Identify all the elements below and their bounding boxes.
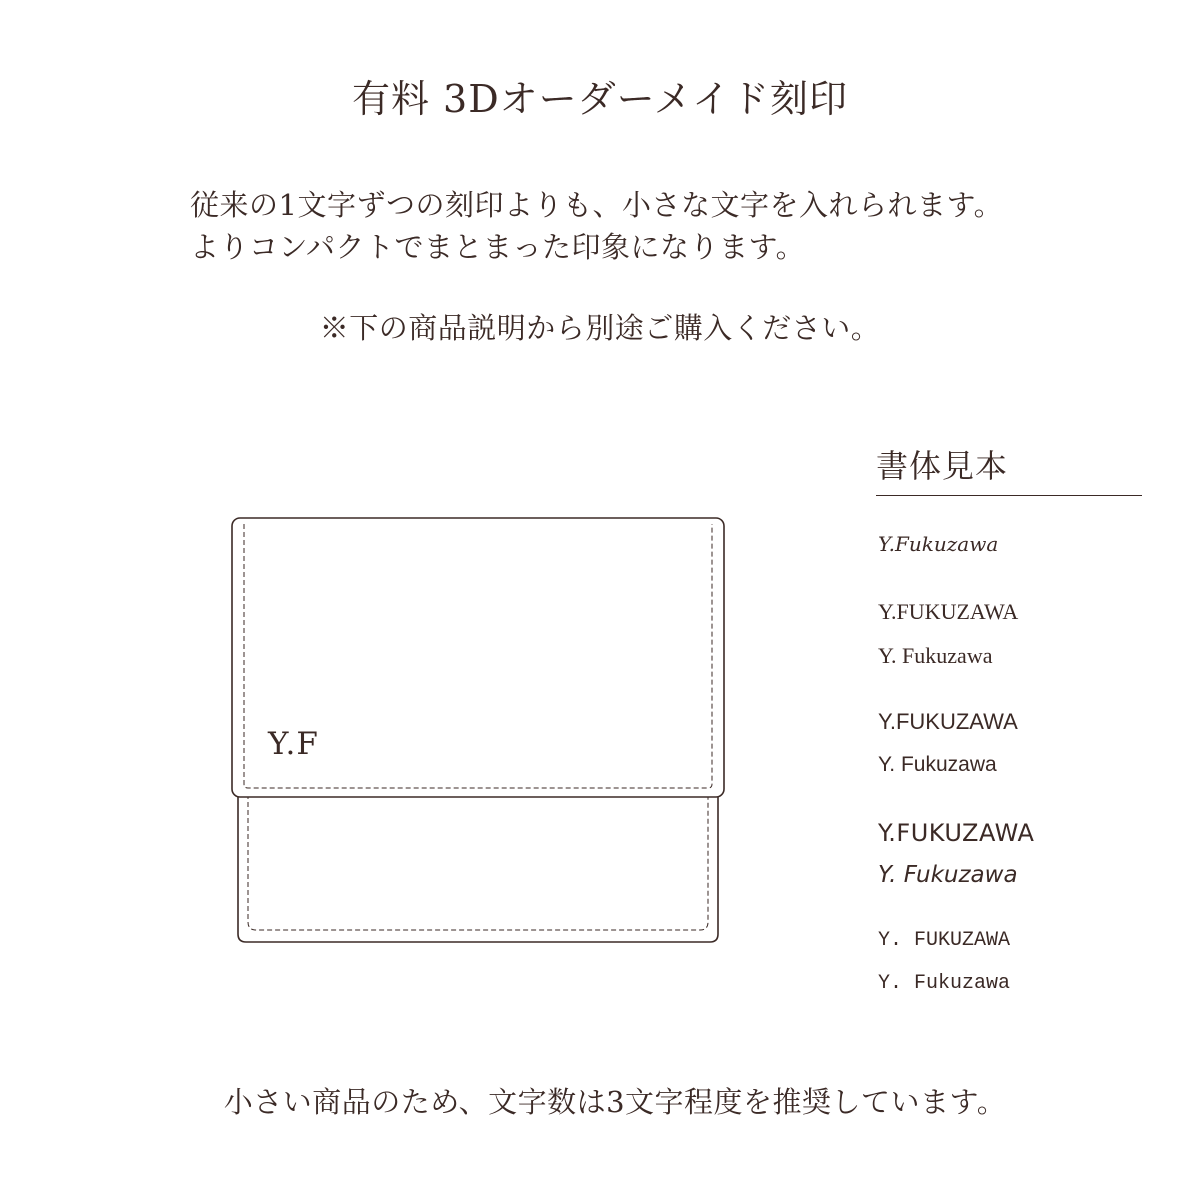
description <box>190 184 1150 268</box>
font-samples-divider <box>876 495 1142 496</box>
sample-serif-upper: Y.FUKUZAWA <box>878 599 1019 624</box>
sample-script: Y.Fukuzawa <box>878 532 999 556</box>
sample-hand-upper: Y.FUKUZAWA <box>878 819 1035 847</box>
sample-sans-mixed: Y. Fukuzawa <box>878 753 997 776</box>
sample-mono-mixed: Y. Fukuzawa <box>878 972 1011 995</box>
page-title: 有料 3Dオーダーメイド刻印 <box>351 77 849 121</box>
sample-mono-upper: Y. FUKUZAWA <box>878 929 1011 952</box>
recommendation-note: 小さい商品のため、文字数は3文字程度を推奨しています。 <box>223 1085 1007 1119</box>
sample-hand-mixed: Y. Fukuzawa <box>878 862 1018 888</box>
wallet-illustration <box>230 516 726 946</box>
font-samples-panel <box>876 444 1142 995</box>
description-line-1: 従来の1文字ずつの刻印よりも、小さな文字を入れられます。 <box>190 188 1004 222</box>
purchase-note: ※下の商品説明から別途ご購入ください。 <box>319 311 881 345</box>
description-line-2: よりコンパクトでまとまった印象になります。 <box>190 230 806 264</box>
engraving-text: Y.F <box>268 726 319 762</box>
sample-serif-mixed: Y. Fukuzawa <box>878 643 993 668</box>
font-samples-title: 書体見本 <box>876 447 1009 485</box>
sample-sans-upper: Y.FUKUZAWA <box>878 709 1018 734</box>
